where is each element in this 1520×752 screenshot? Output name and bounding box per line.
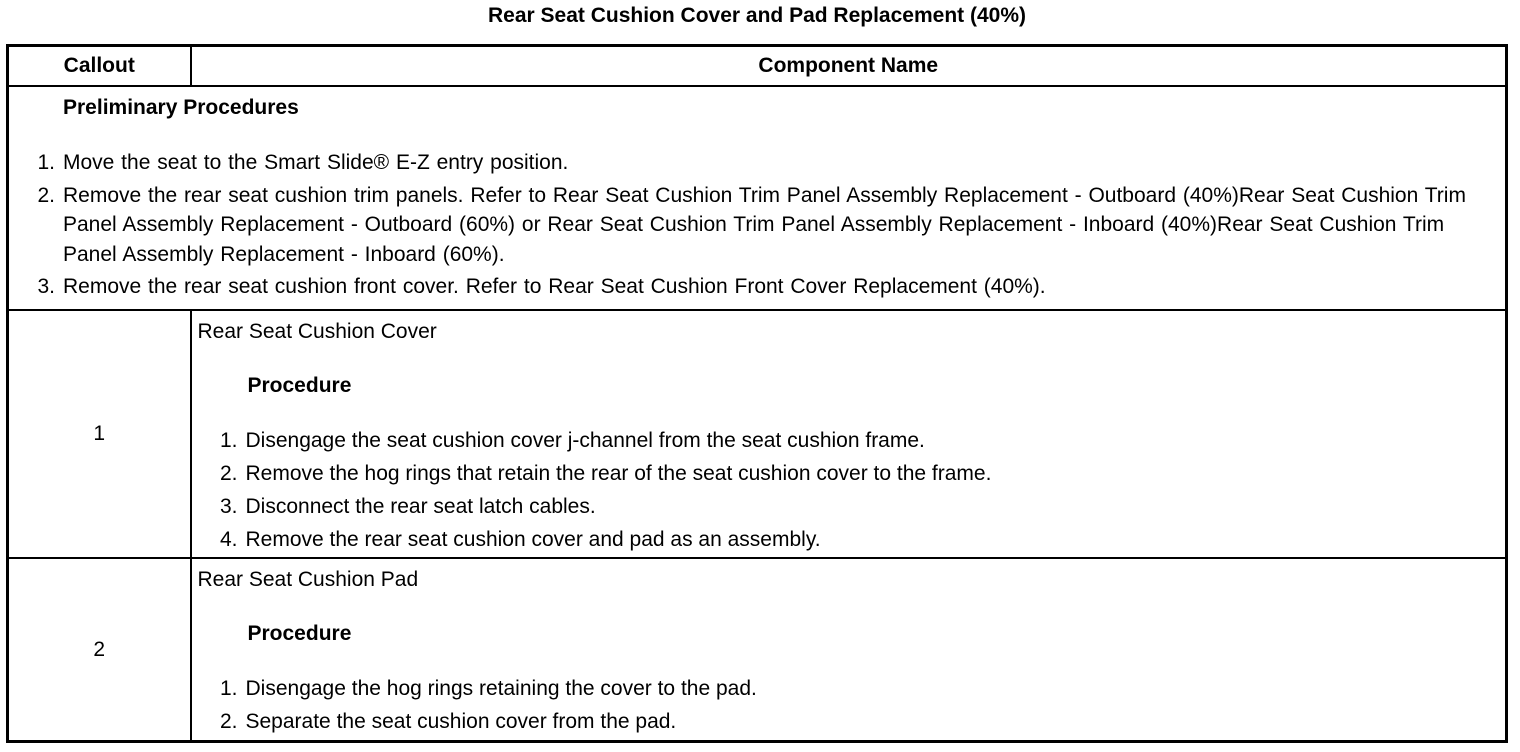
step-number: 1. (37, 151, 55, 174)
list-item (206, 525, 1498, 555)
component-name: Rear Seat Cushion Cover (197, 320, 437, 343)
procedure-heading: Procedure (247, 622, 352, 645)
step-text: Remove the rear seat cushion cover and pad as an assembly. (245, 528, 821, 551)
preliminary-procedures-heading: Preliminary Procedures (63, 96, 299, 119)
component-cell (191, 558, 1507, 742)
step-text: Disengage the hog rings retaining the cover to the pad. (245, 677, 757, 700)
step-number: 4. (219, 528, 238, 551)
step-text: Move the seat to the Smart Slide® E-Z entry position. (63, 151, 569, 174)
preliminary-row (8, 86, 1507, 310)
step-number: 3. (37, 275, 55, 298)
step-text: Remove the rear seat cushion front cover. Refer to Rear Seat Cushion Front Cover Replacement (40%). (63, 275, 1046, 298)
procedure-table (6, 44, 1508, 743)
procedure-heading: Procedure (247, 374, 352, 397)
callout-number-cell: 1 (8, 310, 191, 558)
preliminary-procedures-cell (8, 86, 1507, 310)
step-number: 1. (219, 429, 238, 452)
header-row (8, 46, 1507, 87)
step-text: Remove the rear seat cushion trim panels. Refer to Rear Seat Cushion Trim Panel Assembly Replacement - Outboard (40%)Rear Seat Cushion Trim Panel Assembly Replacement - Outboard (60%) or Rear Seat Cushion Trim Panel Assembly Replacement - Inboard (40%)Rear Seat Cushion Trim Panel Assembly Replacement - Inboard (60%). (63, 183, 1466, 266)
list-item (23, 181, 1497, 270)
list-item (206, 492, 1498, 522)
component-name-header: Component Name (191, 46, 1507, 87)
component-cell (191, 310, 1507, 558)
step-text: Disengage the seat cushion cover j-channel from the seat cushion frame. (245, 429, 925, 452)
list-item (206, 674, 1498, 704)
callout-number-cell: 2 (8, 558, 191, 742)
table-row (8, 310, 1507, 558)
step-text: Remove the hog rings that retain the rear of the seat cushion cover to the frame. (245, 462, 992, 485)
component-name: Rear Seat Cushion Pad (197, 568, 419, 591)
step-number: 2. (37, 183, 55, 207)
list-item (23, 148, 1497, 178)
table-row (8, 558, 1507, 742)
step-number: 3. (219, 495, 238, 518)
list-item (23, 272, 1497, 302)
step-text: Disconnect the rear seat latch cables. (245, 495, 596, 518)
step-number: 1. (219, 677, 238, 700)
procedure-steps-list (206, 674, 1498, 740)
preliminary-steps-list (23, 148, 1497, 305)
list-item (206, 459, 1498, 489)
step-text: Separate the seat cushion cover from the pad. (245, 710, 677, 733)
procedure-steps-list (206, 426, 1498, 558)
list-item (206, 426, 1498, 456)
callout-header: Callout (8, 46, 191, 87)
list-item (206, 707, 1498, 737)
document-title: Rear Seat Cushion Cover and Pad Replacement (40%) (488, 4, 1026, 27)
step-number: 2. (219, 462, 238, 485)
step-number: 2. (219, 710, 238, 733)
